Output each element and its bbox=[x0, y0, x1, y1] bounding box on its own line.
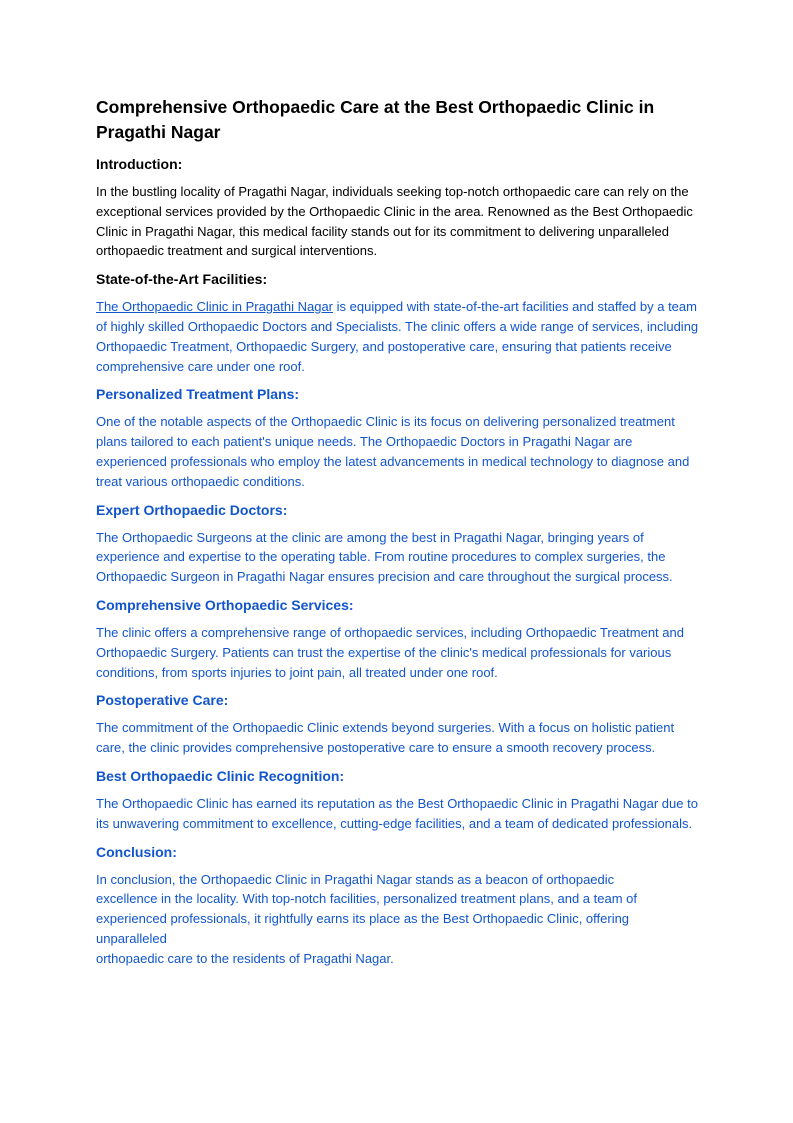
personalized-heading: Personalized Treatment Plans: bbox=[96, 386, 300, 403]
conclusion-line: In conclusion, the Orthopaedic Clinic in Pragathi Nagar stands as a beacon of orthopaedic bbox=[96, 871, 615, 887]
postop-heading: Postoperative Care: bbox=[96, 692, 229, 709]
doctors-paragraph: The Orthopaedic Surgeons at the clinic are among the best in Pragathi Nagar, bringing years of experience and expertise to the operating table. From routine procedures to complex surgeries, the Orthopaedic Surgeon in Pragathi Nagar ensures precision and care throughout the surgical process. bbox=[96, 529, 673, 585]
facilities-body: is equipped with state-of-the-art facilities and staffed by a team of highly skilled Orthopaedic Doctors and Specialists. The clinic offers a wide range of services, including Orthopaedic Treatment, Orthopaedic Surgery, and postoperative care, ensuring that patients receive comprehensive care under one roof. bbox=[96, 299, 699, 374]
page-title: Comprehensive Orthopaedic Care at the Best Orthopaedic Clinic in Pragathi Nagar bbox=[96, 97, 655, 142]
postop-paragraph: The commitment of the Orthopaedic Clinic extends beyond surgeries. With a focus on holistic patient care, the clinic provides comprehensive postoperative care to ensure a smooth recovery process. bbox=[96, 720, 675, 756]
facilities-heading: State-of-the-Art Facilities: bbox=[96, 271, 268, 288]
services-paragraph: The clinic offers a comprehensive range of orthopaedic services, including Orthopaedic Treatment and Orthopaedic Surgery. Patients can trust the expertise of the clinic's medical professionals for various conditions, from sports injuries to joint pain, all treated under one roof. bbox=[96, 624, 684, 680]
personalized-paragraph: One of the notable aspects of the Orthopaedic Clinic is its focus on delivering personalized treatment plans tailored to each patient's unique needs. The Orthopaedic Doctors in Pragathi Nagar are experienced professionals who employ the latest advancements in medical technology to diagnose and treat various orthopaedic conditions. bbox=[96, 414, 690, 489]
facilities-paragraph bbox=[96, 297, 702, 376]
intro-paragraph: In the bustling locality of Pragathi Nagar, individuals seeking top-notch orthopaedic care can rely on the exceptional services provided by the Orthopaedic Clinic in the area. Renowned as the Best Orthopaedic Clinic in Pragathi Nagar, this medical facility stands out for its commitment to delivering unparalleled orthopaedic treatment and surgical interventions. bbox=[96, 184, 693, 259]
services-heading: Comprehensive Orthopaedic Services: bbox=[96, 596, 354, 613]
conclusion-heading: Conclusion: bbox=[96, 843, 177, 860]
conclusion-line: orthopaedic care to the residents of Pragathi Nagar. bbox=[96, 950, 394, 966]
conclusion-line: excellence in the locality. With top-notch facilities, personalized treatment plans, and a team of bbox=[96, 891, 637, 907]
recognition-heading: Best Orthopaedic Clinic Recognition: bbox=[96, 767, 345, 784]
document-page bbox=[96, 95, 702, 977]
intro-heading: Introduction: bbox=[96, 156, 183, 172]
clinic-link[interactable]: The Orthopaedic Clinic in Pragathi Nagar bbox=[96, 299, 334, 315]
conclusion-line: experienced professionals, it rightfully earns its place as the Best Orthopaedic Clinic, offering bbox=[96, 911, 630, 927]
conclusion-line: unparalleled bbox=[96, 930, 167, 946]
recognition-paragraph: The Orthopaedic Clinic has earned its reputation as the Best Orthopaedic Clinic in Pragathi Nagar due to its unwavering commitment to excellence, cutting-edge facilities, and a team of dedicated professionals. bbox=[96, 795, 698, 831]
doctors-heading: Expert Orthopaedic Doctors: bbox=[96, 501, 288, 518]
conclusion-paragraph bbox=[96, 870, 702, 969]
